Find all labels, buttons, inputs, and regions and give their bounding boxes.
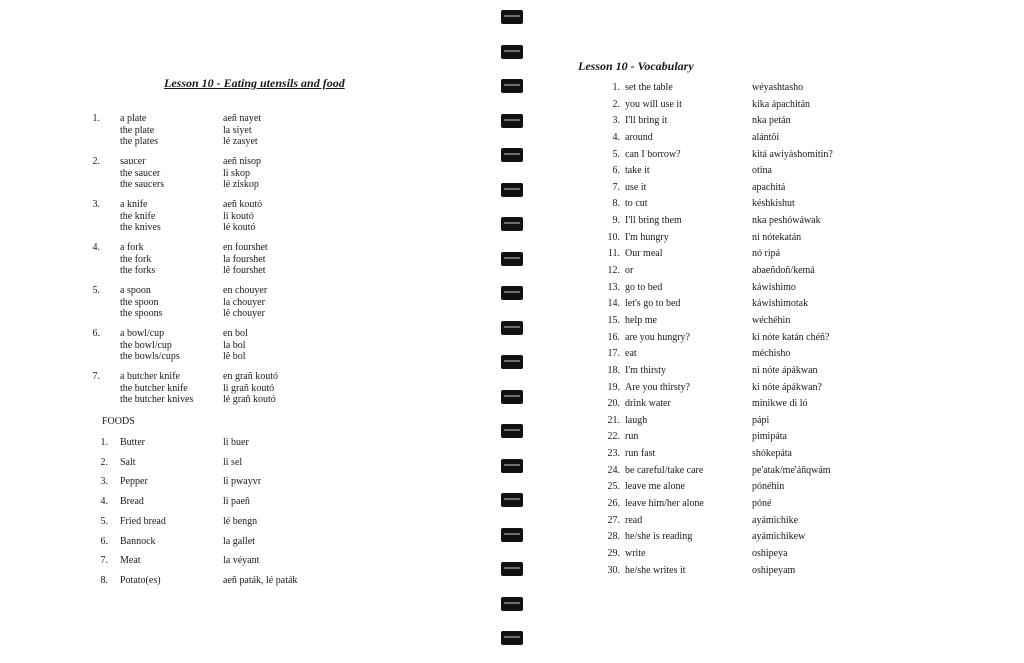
english-term: a plate xyxy=(120,113,147,124)
left-page xyxy=(0,0,500,663)
vocab-number: 29. xyxy=(607,547,620,559)
vocab-number: 14. xyxy=(607,298,620,310)
item-number: 7. xyxy=(92,371,100,382)
vocab-translation: pónéhin xyxy=(752,481,785,493)
english-term: a spoon xyxy=(120,285,151,296)
vocab-number: 5. xyxy=(612,148,620,160)
english-term: the forks xyxy=(120,265,156,276)
vocab-number: 28. xyxy=(607,531,620,543)
food-english: Pepper xyxy=(120,476,148,488)
english-term: the spoon xyxy=(120,296,159,308)
english-term: the bowl/cup xyxy=(120,339,172,351)
vocab-number: 19. xyxy=(607,381,620,393)
vocab-english: use it xyxy=(625,181,647,193)
translation: en chouyer xyxy=(223,285,268,296)
translation: aeñ koutó xyxy=(223,199,263,210)
english-term: the bowls/cups xyxy=(120,351,180,362)
vocab-english: leave him/her alone xyxy=(625,498,704,509)
vocab-translation: késhkishut xyxy=(752,198,795,210)
translation: lê fourshet xyxy=(223,265,266,276)
vocab-number: 6. xyxy=(612,165,620,177)
right-page-title: Lesson 10 - Vocabulary xyxy=(578,59,694,73)
food-translation: la véyant xyxy=(223,555,260,567)
vocab-english: be careful/take care xyxy=(625,464,704,476)
english-term: the butcher knives xyxy=(120,394,194,405)
vocab-english: eat xyxy=(625,348,637,360)
english-term: the knives xyxy=(120,222,161,233)
binding-ring xyxy=(501,286,523,300)
vocab-translation: alántôí xyxy=(752,131,780,143)
vocab-number: 21. xyxy=(607,414,620,426)
vocab-translation: ni nótekatán xyxy=(752,231,802,243)
food-translation: li paeñ xyxy=(223,496,250,508)
vocab-translation: abaeñdoñ/kemá xyxy=(752,265,815,277)
english-term: the butcher knife xyxy=(120,382,188,394)
food-english: Butter xyxy=(120,437,145,448)
vocab-number: 16. xyxy=(607,331,620,343)
vocab-english: take it xyxy=(625,165,650,177)
binding-ring xyxy=(501,148,523,162)
binding-ring xyxy=(501,562,523,576)
vocab-english: write xyxy=(625,547,646,559)
english-term: saucer xyxy=(120,156,146,167)
vocab-number: 26. xyxy=(607,498,620,509)
food-translation: la gallet xyxy=(223,535,255,547)
food-number: 4. xyxy=(100,496,108,508)
vocab-number: 23. xyxy=(607,448,620,460)
vocab-number: 13. xyxy=(607,281,620,293)
item-number: 3. xyxy=(92,199,100,210)
translation: lé ziskop xyxy=(223,179,259,190)
vocab-number: 9. xyxy=(612,215,620,227)
food-number: 1. xyxy=(100,437,108,448)
vocab-english: set the table xyxy=(625,82,673,93)
food-translation: aeñ paták, lé paták xyxy=(223,574,298,586)
vocab-number: 24. xyxy=(607,464,620,476)
vocab-number: 10. xyxy=(607,231,620,243)
vocab-english: I'm hungry xyxy=(625,231,669,243)
vocab-number: 17. xyxy=(607,348,620,360)
english-term: a butcher knife xyxy=(120,371,180,382)
vocab-translation: nka petán xyxy=(752,115,791,127)
vocab-number: 15. xyxy=(607,314,620,326)
vocab-translation: pimipáta xyxy=(752,431,787,443)
binding-ring xyxy=(501,424,523,438)
item-number: 6. xyxy=(92,328,100,339)
translation: lê chouyer xyxy=(223,308,265,319)
english-term: the saucer xyxy=(120,167,161,179)
vocab-translation: kitá awiyáshomitin? xyxy=(752,148,833,160)
right-page xyxy=(528,0,1024,663)
food-translation: li pwayvr xyxy=(223,476,262,488)
english-term: a fork xyxy=(120,242,144,253)
vocab-translation: wéchéhin xyxy=(752,314,791,326)
vocab-number: 1. xyxy=(612,82,620,93)
vocab-translation: nó ripá xyxy=(752,248,781,260)
vocab-english: he/she writes it xyxy=(625,564,686,576)
food-english: Fried bread xyxy=(120,515,166,527)
vocab-number: 11. xyxy=(607,248,620,260)
food-english: Bread xyxy=(120,496,144,508)
vocab-number: 30. xyxy=(607,564,620,576)
vocab-translation: pe'atak/me'áñqwám xyxy=(752,464,831,476)
food-number: 3. xyxy=(100,476,108,488)
vocab-translation: ki nóte katán chéñ? xyxy=(752,331,830,343)
vocab-english: let's go to bed xyxy=(625,298,681,310)
binding-ring xyxy=(501,631,523,645)
food-number: 5. xyxy=(100,515,108,527)
vocab-translation: káwishimo xyxy=(752,281,796,293)
vocab-english: I'll bring them xyxy=(625,215,682,227)
item-number: 5. xyxy=(92,285,100,296)
vocab-translation: minikwe di ló xyxy=(752,398,808,410)
binding-ring xyxy=(501,183,523,197)
vocab-english: help me xyxy=(625,314,657,326)
vocab-english: laugh xyxy=(625,414,648,426)
vocab-english: go to bed xyxy=(625,281,663,293)
food-number: 7. xyxy=(100,555,108,567)
vocab-translation: nka peshówáwak xyxy=(752,215,821,227)
vocab-translation: oshipeyam xyxy=(752,564,796,576)
binding-ring xyxy=(501,114,523,128)
translation: la chouyer xyxy=(223,296,265,308)
left-page-title: Lesson 10 - Eating utensils and food xyxy=(164,76,345,90)
binding-ring xyxy=(501,10,523,24)
vocab-translation: otina xyxy=(752,165,772,177)
vocab-number: 22. xyxy=(607,431,620,443)
food-number: 2. xyxy=(100,456,108,468)
vocab-english: to cut xyxy=(625,198,648,210)
vocab-english: run xyxy=(625,431,639,443)
translation: la siyet xyxy=(223,124,252,136)
translation: lé koutó xyxy=(223,222,256,233)
vocab-english: around xyxy=(625,131,653,143)
food-english: Meat xyxy=(120,555,141,567)
english-term: a knife xyxy=(120,199,148,210)
translation: en fourshet xyxy=(223,242,268,253)
translation: la fourshet xyxy=(223,253,266,265)
vocab-translation: ki nóte ápákwan? xyxy=(752,381,822,393)
vocab-translation: ayámichikew xyxy=(752,531,806,543)
food-english: Bannock xyxy=(120,535,156,547)
binding-ring xyxy=(501,459,523,473)
vocab-translation: póné xyxy=(752,498,772,509)
vocab-english: run fast xyxy=(625,448,656,460)
item-number: 1. xyxy=(92,113,100,124)
vocab-translation: pápi xyxy=(752,414,770,426)
food-translation: li buer xyxy=(223,437,249,448)
vocab-english: I'm thirsty xyxy=(625,364,666,376)
food-number: 6. xyxy=(100,535,108,547)
translation: la bol xyxy=(223,339,246,351)
vocab-translation: apachitá xyxy=(752,181,786,193)
binding-ring xyxy=(501,390,523,404)
vocab-number: 20. xyxy=(607,398,620,410)
vocab-english: can I borrow? xyxy=(625,148,681,160)
translation: lé zasyet xyxy=(223,136,258,147)
food-translation: li sel xyxy=(223,456,243,468)
vocab-translation: ayámichike xyxy=(752,514,799,526)
vocab-number: 3. xyxy=(612,115,620,127)
binding-ring xyxy=(501,217,523,231)
foods-heading: FOODS xyxy=(102,416,135,427)
vocab-number: 4. xyxy=(612,131,620,143)
vocab-english: Are you thirsty? xyxy=(625,381,690,393)
vocab-english: read xyxy=(625,514,643,526)
binding-ring xyxy=(501,597,523,611)
vocab-english: or xyxy=(625,265,634,277)
binding-ring xyxy=(501,321,523,335)
food-translation: lé bengn xyxy=(223,515,258,527)
vocab-translation: wéyashtasho xyxy=(752,82,804,93)
binding-ring xyxy=(501,79,523,93)
food-number: 8. xyxy=(100,574,108,586)
vocab-english: drink water xyxy=(625,398,671,410)
english-term: the knife xyxy=(120,210,156,222)
vocab-translation: kika ápachitán xyxy=(752,98,811,110)
vocab-translation: méchisho xyxy=(752,348,791,360)
translation: en bol xyxy=(223,328,248,339)
vocab-english: he/she is reading xyxy=(625,531,693,543)
vocab-number: 25. xyxy=(607,481,620,493)
vocab-translation: shókepáta xyxy=(752,448,792,460)
vocab-number: 8. xyxy=(612,198,620,210)
item-number: 2. xyxy=(92,156,100,167)
translation: lé grañ koutó xyxy=(223,394,276,405)
vocab-number: 27. xyxy=(607,514,620,526)
english-term: a bowl/cup xyxy=(120,328,165,339)
vocab-english: Our meal xyxy=(625,248,663,260)
english-term: the spoons xyxy=(120,308,163,319)
translation: li koutó xyxy=(223,210,254,222)
translation: aeñ nisop xyxy=(223,156,262,167)
english-term: the plate xyxy=(120,124,155,136)
vocab-english: leave me alone xyxy=(625,481,685,493)
vocab-english: you will use it xyxy=(625,98,682,110)
vocab-number: 2. xyxy=(612,98,620,110)
vocab-translation: oshipeya xyxy=(752,547,788,559)
item-number: 4. xyxy=(92,242,100,253)
binding-ring xyxy=(501,528,523,542)
translation: li skop xyxy=(223,167,250,179)
vocab-english: I'll bring it xyxy=(625,115,668,127)
translation: lê bol xyxy=(223,351,246,362)
vocab-number: 7. xyxy=(612,181,620,193)
english-term: the plates xyxy=(120,136,159,147)
food-english: Salt xyxy=(120,456,136,468)
vocab-english: are you hungry? xyxy=(625,331,690,343)
vocab-translation: ni nóte ápákwan xyxy=(752,364,818,376)
translation: en grañ koutó xyxy=(223,371,278,382)
translation: li grañ koutó xyxy=(223,382,275,394)
vocab-number: 12. xyxy=(607,265,620,277)
binding-ring xyxy=(501,493,523,507)
translation: aeñ nayet xyxy=(223,113,262,124)
binding-ring xyxy=(501,45,523,59)
binding-ring xyxy=(501,252,523,266)
vocab-number: 18. xyxy=(607,364,620,376)
binding-ring xyxy=(501,355,523,369)
vocab-translation: káwishimotak xyxy=(752,298,809,310)
food-english: Potato(es) xyxy=(120,574,161,586)
english-term: the saucers xyxy=(120,179,165,190)
english-term: the fork xyxy=(120,253,152,265)
